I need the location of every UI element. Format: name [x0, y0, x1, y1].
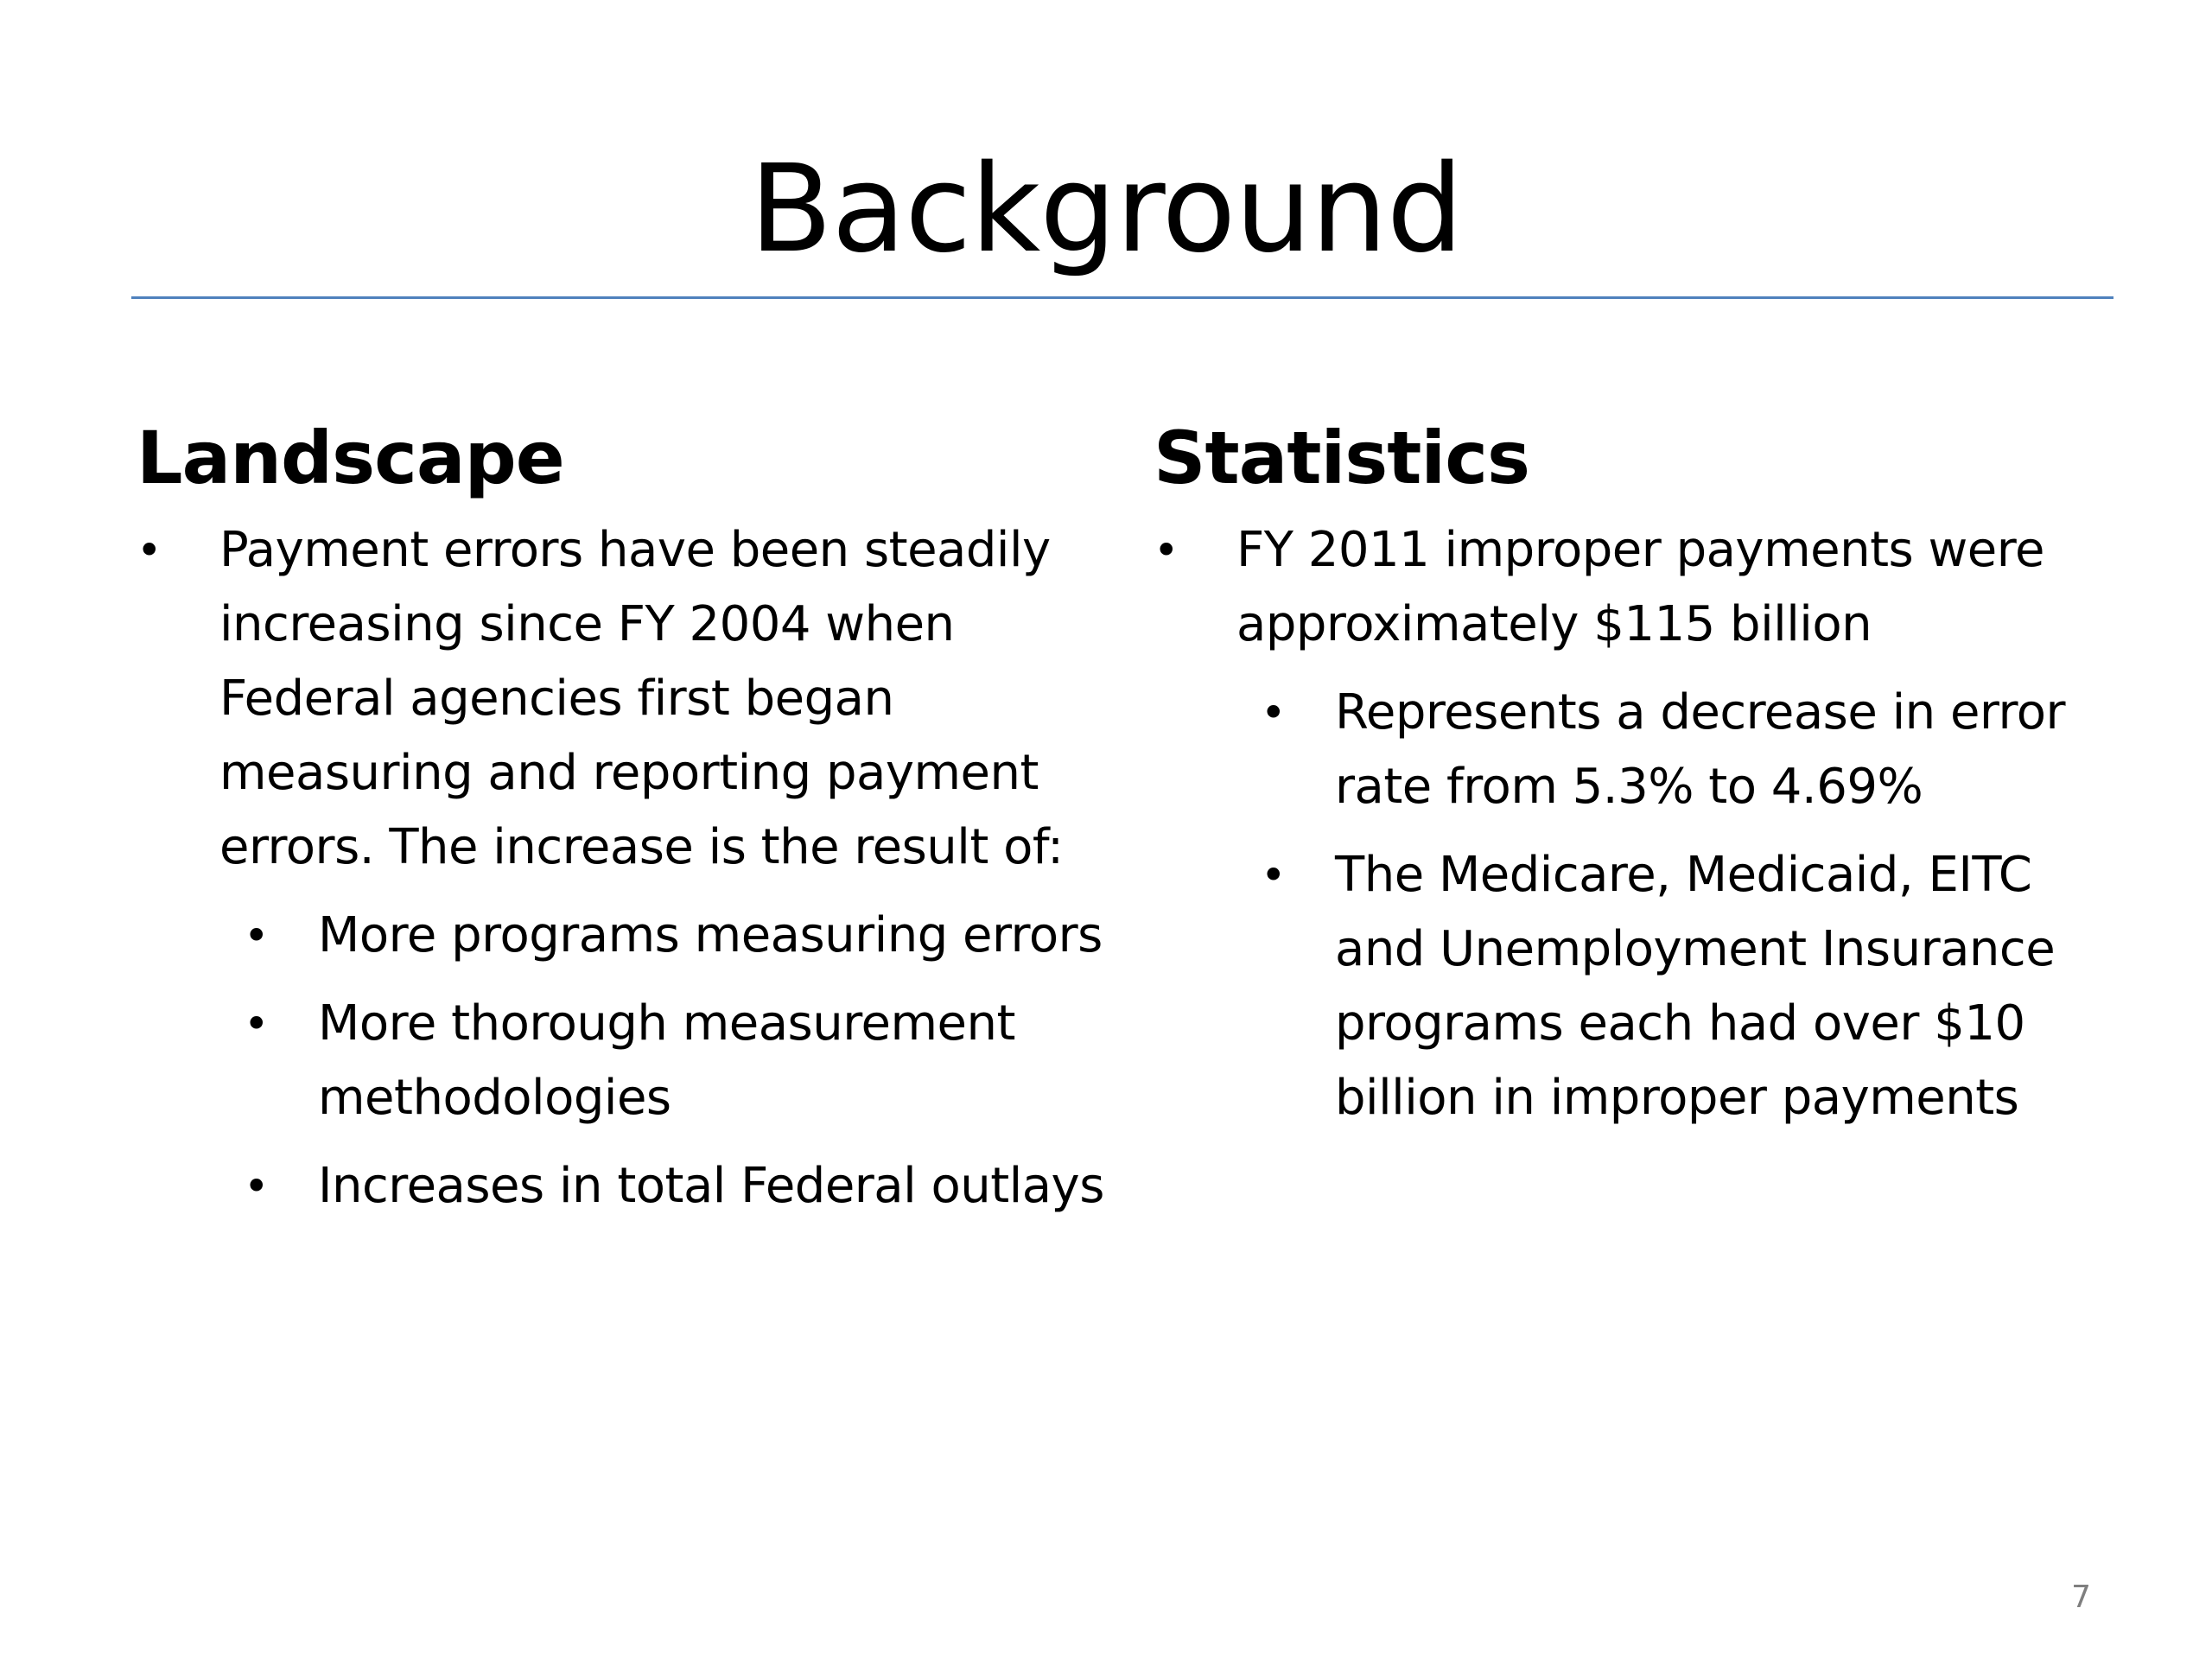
landscape-sub-bullet-text: More thorough measurement methodologies	[318, 995, 1015, 1126]
bullet-icon: •	[137, 525, 162, 575]
statistics-heading: Statistics	[1154, 416, 1530, 500]
statistics-bullet	[1154, 513, 2117, 662]
statistics-sub-bullet	[1154, 676, 2117, 824]
statistics-column	[1154, 406, 2117, 1135]
bullet-icon: •	[1261, 688, 1286, 738]
statistics-sub-bullet	[1154, 838, 2117, 1135]
statistics-bullet-list	[1154, 513, 2117, 1135]
landscape-bullet	[137, 513, 1104, 885]
landscape-sub-bullet-text: Increases in total Federal outlays	[318, 1158, 1104, 1214]
landscape-sub-bullet	[137, 987, 1104, 1135]
landscape-sub-bullet-text: More programs measuring errors	[318, 907, 1103, 963]
bullet-icon: •	[244, 999, 269, 1049]
landscape-sub-bullet	[137, 1149, 1104, 1224]
statistics-sub-bullet-text: The Medicare, Medicaid, EITC and Unemployment Insurance programs each had over $10 billion in improper payments	[1335, 847, 2056, 1126]
landscape-heading: Landscape	[137, 416, 564, 500]
statistics-bullet-text: FY 2011 improper payments were approximately $115 billion	[1236, 522, 2045, 652]
bullet-icon: •	[1261, 850, 1286, 900]
statistics-sub-bullet-text: Represents a decrease in error rate from 5.3% to 4.69%	[1335, 684, 2066, 815]
bullet-icon: •	[244, 911, 269, 961]
landscape-sub-bullet	[137, 899, 1104, 973]
landscape-bullet-list	[137, 513, 1104, 1224]
page-number: 7	[2071, 1580, 2091, 1615]
landscape-bullet-text: Payment errors have been steadily increasing since FY 2004 when Federal agencies first began measuring and reporting payment errors. The increase is the result of:	[219, 522, 1064, 875]
title-divider	[131, 296, 2113, 299]
slide-title: Background	[749, 139, 1463, 280]
bullet-icon: •	[1154, 525, 1179, 575]
landscape-column	[137, 406, 1104, 1224]
bullet-icon: •	[244, 1161, 269, 1211]
